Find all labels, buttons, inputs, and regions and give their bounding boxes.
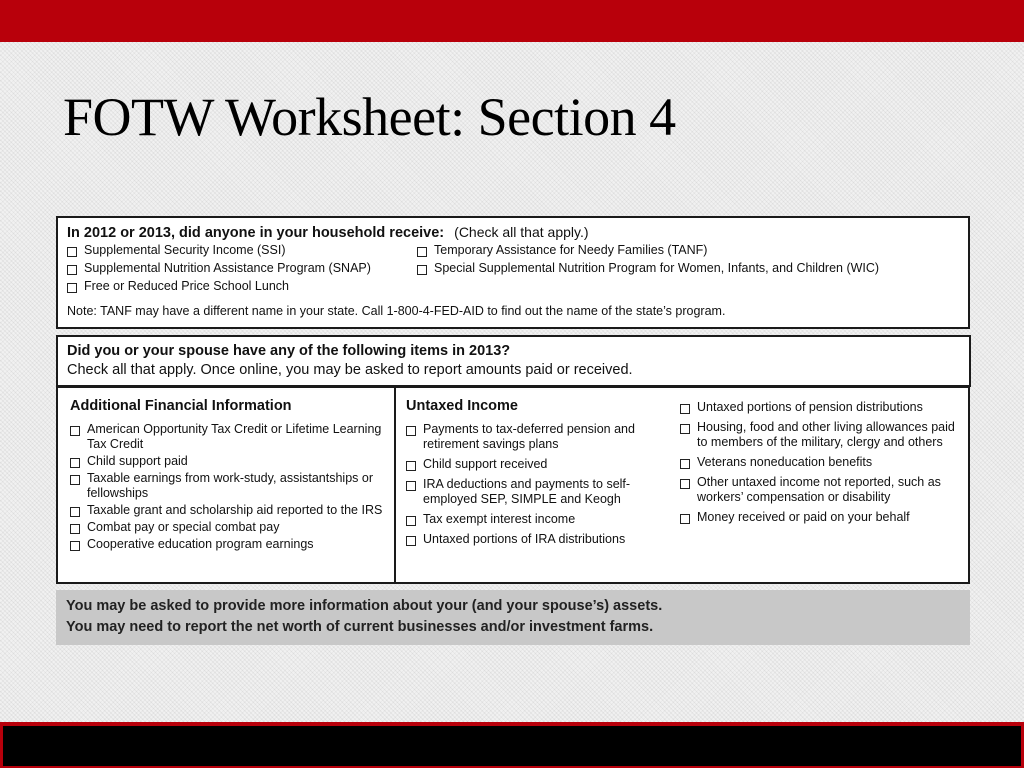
- checkbox-label: Tax exempt interest income: [423, 512, 576, 526]
- checkbox-item-money-received[interactable]: [680, 510, 958, 525]
- checkbox-label: Special Supplemental Nutrition Program for Women, Infants, and Children (WIC): [434, 261, 880, 275]
- tanf-note: Note: TANF may have a different name in your state. Call 1-800-4-FED-AID to find out the name of the state’s program.: [67, 304, 726, 318]
- assets-notice-line-1: You may be asked to provide more information about your (and your spouse’s) assets.: [66, 598, 663, 614]
- slide-title: FOTW Worksheet: Section 4: [63, 87, 676, 147]
- checkbox-item-combat-pay[interactable]: [70, 520, 383, 535]
- checkbox-icon[interactable]: [417, 247, 427, 257]
- checkbox-item-grant-aid[interactable]: [70, 503, 383, 518]
- checkbox-item-child-support-received[interactable]: [406, 457, 680, 472]
- checkbox-label: Supplemental Security Income (SSI): [84, 243, 286, 257]
- household-question-line: [67, 223, 959, 242]
- household-right-list: [417, 243, 957, 297]
- checkbox-label: Combat pay or special combat pay: [87, 520, 280, 534]
- checkbox-label: Child support paid: [87, 454, 188, 468]
- checkbox-icon[interactable]: [67, 283, 77, 293]
- checkbox-item-child-support-paid[interactable]: [70, 454, 383, 469]
- additional-financial-heading: Additional Financial Information: [70, 398, 292, 414]
- checkbox-item-other-untaxed[interactable]: [680, 475, 958, 505]
- checkbox-icon[interactable]: [680, 459, 690, 469]
- checkbox-label: Payments to tax-deferred pension and retirement savings plans: [423, 422, 635, 451]
- items-2013-instruction: Check all that apply. Once online, you may be asked to report amounts paid or received.: [67, 362, 633, 378]
- checkbox-icon[interactable]: [70, 475, 80, 485]
- checkbox-label: Cooperative education program earnings: [87, 537, 314, 551]
- checkbox-item-ssi[interactable]: [67, 243, 417, 258]
- checkbox-label: Child support received: [423, 457, 548, 471]
- checkbox-item-ira-deductions[interactable]: [406, 477, 680, 507]
- checkbox-label: Free or Reduced Price School Lunch: [84, 279, 289, 293]
- checkbox-label: American Opportunity Tax Credit or Lifetime Learning Tax Credit: [87, 422, 382, 451]
- checkbox-label: Temporary Assistance for Needy Families (TANF): [434, 243, 708, 257]
- assets-notice: [56, 590, 970, 645]
- checkbox-item-tax-exempt-interest[interactable]: [406, 512, 680, 527]
- items-2013-question: Did you or your spouse have any of the following items in 2013?: [67, 343, 511, 359]
- checkbox-item-wic[interactable]: [417, 261, 957, 276]
- checkbox-label: Housing, food and other living allowances paid to members of the military, clergy and others: [697, 420, 955, 449]
- checkbox-item-school-lunch[interactable]: [67, 279, 417, 294]
- checkbox-label: Money received or paid on your behalf: [697, 510, 910, 524]
- checkbox-icon[interactable]: [67, 247, 77, 257]
- checkbox-icon[interactable]: [70, 426, 80, 436]
- checkbox-label: Supplemental Nutrition Assistance Program (SNAP): [84, 261, 371, 275]
- checkbox-label: Taxable earnings from work-study, assistantships or fellowships: [87, 471, 373, 500]
- checkbox-label: Untaxed portions of IRA distributions: [423, 532, 626, 546]
- checkbox-icon[interactable]: [70, 458, 80, 468]
- assets-notice-line-2: You may need to report the net worth of current businesses and/or investment farms.: [66, 619, 654, 635]
- household-benefits-section: [56, 216, 970, 329]
- checkbox-item-snap[interactable]: [67, 261, 417, 276]
- untaxed-income-section: [394, 386, 970, 584]
- top-accent-bar: [0, 0, 1024, 42]
- untaxed-left-list: [406, 422, 680, 552]
- checkbox-item-work-study[interactable]: [70, 471, 383, 501]
- checkbox-icon[interactable]: [680, 479, 690, 489]
- checkbox-icon[interactable]: [680, 404, 690, 414]
- checkbox-item-pension-distributions[interactable]: [680, 400, 958, 415]
- checkbox-icon[interactable]: [406, 516, 416, 526]
- checkbox-item-veterans-benefits[interactable]: [680, 455, 958, 470]
- checkbox-label: Untaxed portions of pension distributions: [697, 400, 923, 414]
- checkbox-icon[interactable]: [70, 507, 80, 517]
- items-2013-header: [56, 335, 971, 387]
- household-instruction: (Check all that apply.): [454, 224, 589, 240]
- checkbox-item-coop-education[interactable]: [70, 537, 383, 552]
- checkbox-icon[interactable]: [406, 481, 416, 491]
- checkbox-item-tanf[interactable]: [417, 243, 957, 258]
- checkbox-label: Taxable grant and scholarship aid reported to the IRS: [87, 503, 383, 517]
- household-left-list: [67, 243, 417, 297]
- bottom-black-bar: [3, 726, 1021, 766]
- checkbox-icon[interactable]: [680, 424, 690, 434]
- checkbox-icon[interactable]: [70, 524, 80, 534]
- checkbox-item-ira-distributions[interactable]: [406, 532, 680, 547]
- untaxed-income-heading: Untaxed Income: [406, 398, 518, 414]
- checkbox-icon[interactable]: [67, 265, 77, 275]
- checkbox-icon[interactable]: [417, 265, 427, 275]
- checkbox-icon[interactable]: [406, 426, 416, 436]
- checkbox-label: IRA deductions and payments to self-employed SEP, SIMPLE and Keogh: [423, 477, 631, 506]
- household-question: In 2012 or 2013, did anyone in your household receive:: [67, 225, 445, 241]
- checkbox-label: Veterans noneducation benefits: [697, 455, 873, 469]
- checkbox-item-aotc[interactable]: [70, 422, 383, 452]
- checkbox-icon[interactable]: [406, 536, 416, 546]
- checkbox-item-living-allowances[interactable]: [680, 420, 958, 450]
- checkbox-item-pension-payments[interactable]: [406, 422, 680, 452]
- additional-financial-section: [56, 386, 397, 584]
- untaxed-right-list: [680, 400, 958, 552]
- checkbox-icon[interactable]: [406, 461, 416, 471]
- checkbox-icon[interactable]: [680, 514, 690, 524]
- checkbox-icon[interactable]: [70, 541, 80, 551]
- checkbox-label: Other untaxed income not reported, such as workers’ compensation or disability: [697, 475, 941, 504]
